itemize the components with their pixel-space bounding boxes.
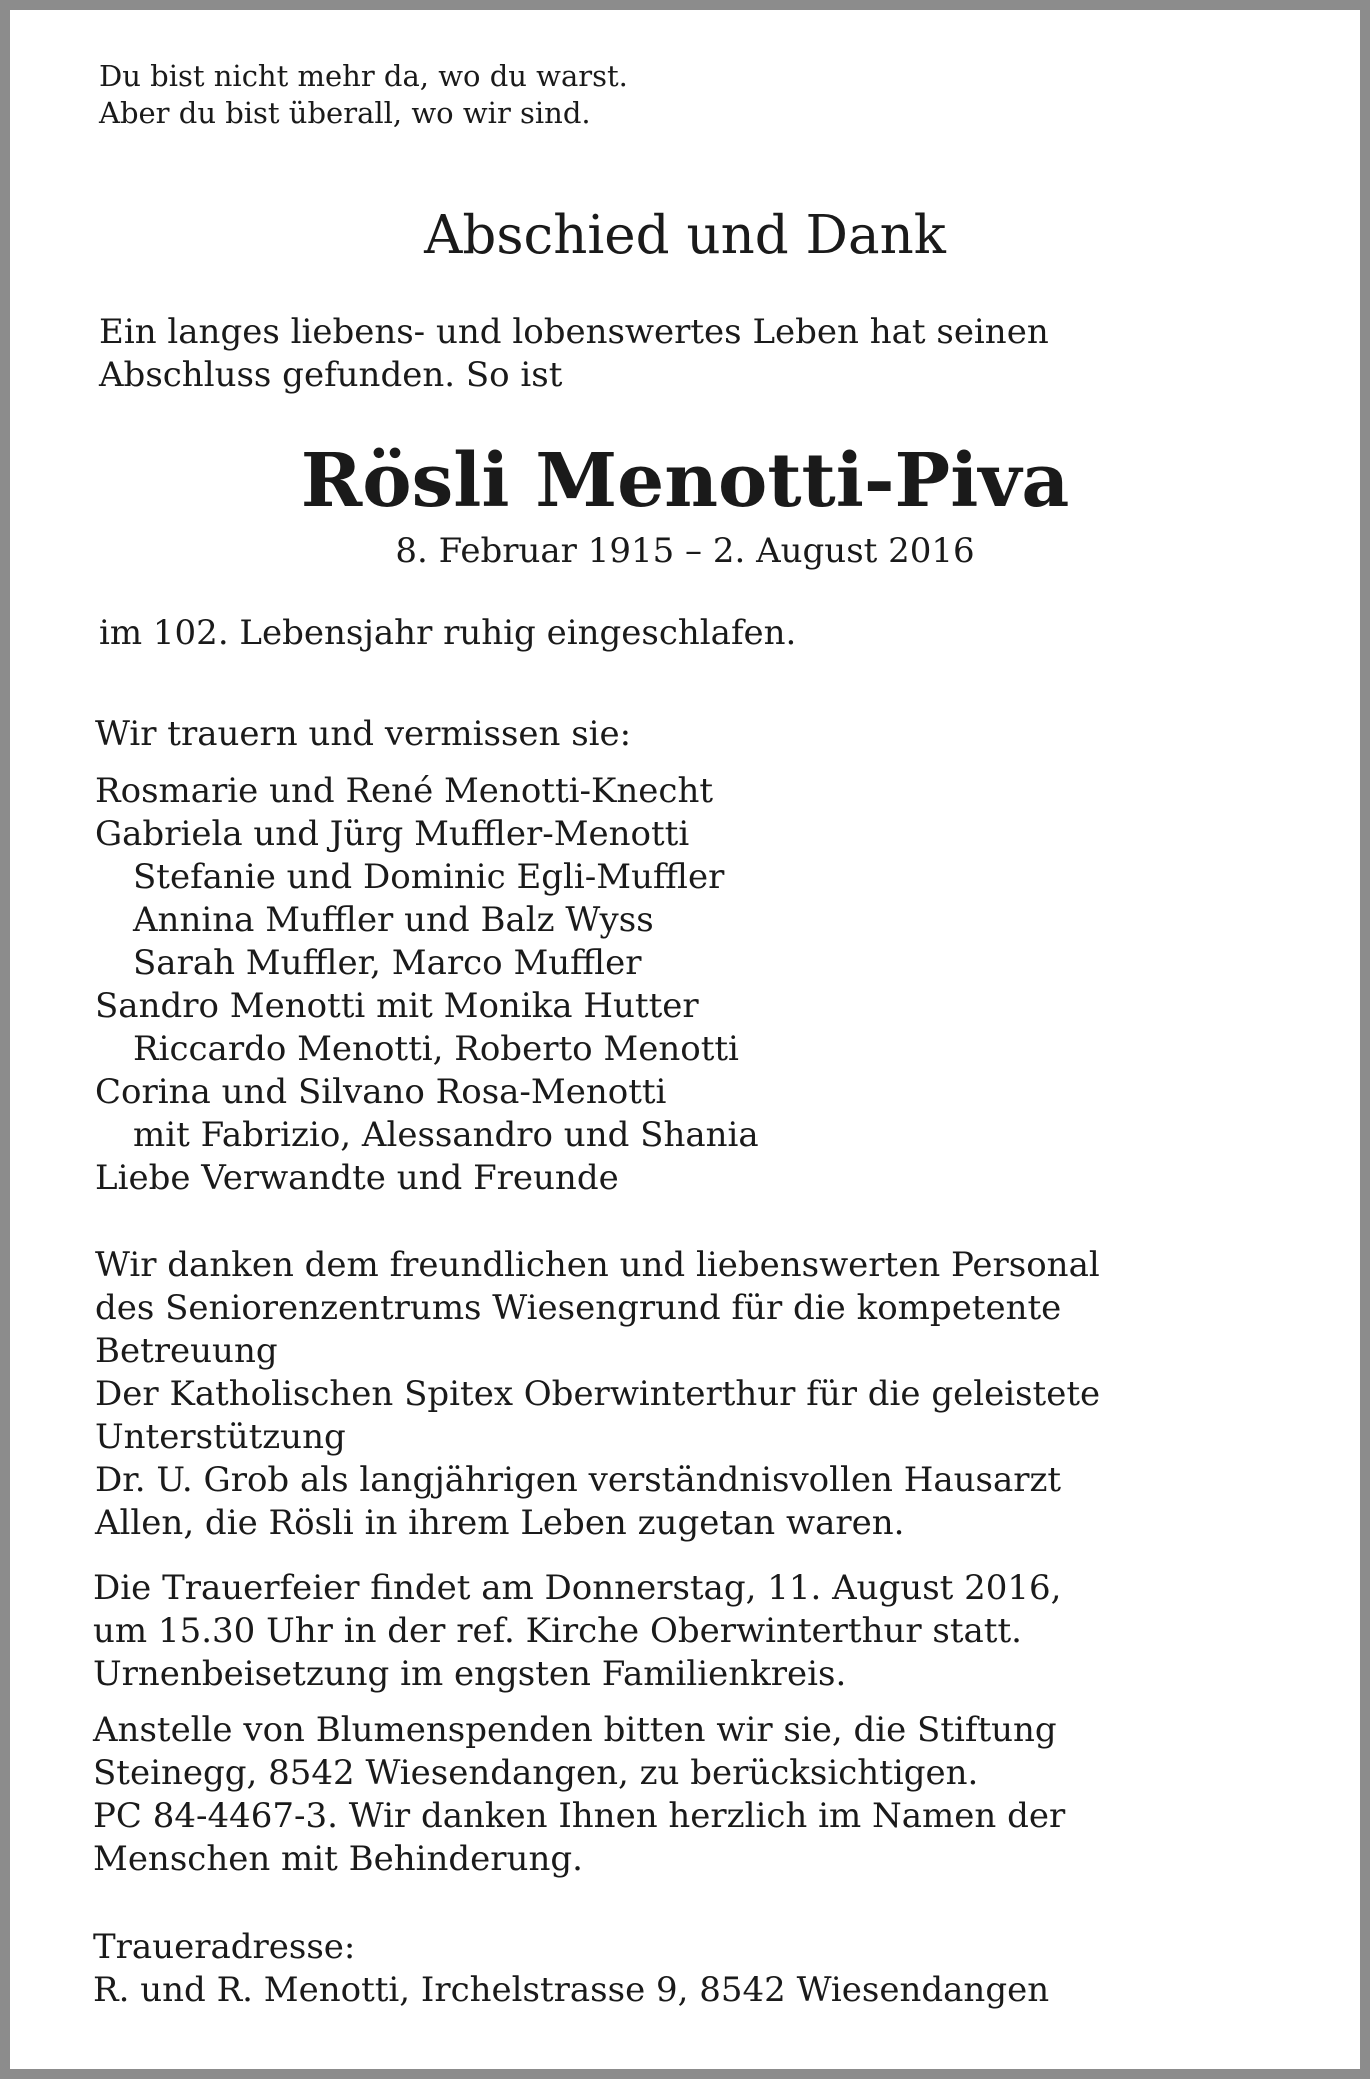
address-value: R. und R. Menotti, Irchelstrasse 9, 8542 Wiesendangen <box>93 1970 1050 2010</box>
mourner-entry: Sarah Muffler, Marco Muffler <box>133 943 642 983</box>
mourner-entry: Stefanie und Dominic Egli-Muffler <box>133 857 725 897</box>
intro-text <box>0 311 1049 397</box>
thanks-text <box>0 1244 1100 1545</box>
intro-line: Ein langes liebens- und lobenswertes Leben hat seinen <box>99 312 1049 352</box>
thanks-line: des Seniorenzentrums Wiesengrund für die kompetente <box>95 1288 1062 1328</box>
mourner-entry: mit Fabrizio, Alessandro und Shania <box>133 1115 759 1155</box>
ceremony-line: Urnenbeisetzung im engsten Familienkreis. <box>93 1654 847 1694</box>
thanks-line: Betreuung <box>95 1331 278 1371</box>
ceremony-text <box>0 1567 1061 1696</box>
donation-line: PC 84-4467-3. Wir danken Ihnen herzlich im Namen der <box>93 1796 1066 1836</box>
notice-heading: Abschied und Dank <box>424 205 946 266</box>
thanks-line: Dr. U. Grob als langjährigen verständnisvollen Hausarzt <box>95 1460 1062 1500</box>
mourner-entry: Liebe Verwandte und Freunde <box>95 1158 619 1198</box>
mourner-entry: Rosmarie und René Menotti-Knecht <box>95 771 714 811</box>
mourner-entry: Riccardo Menotti, Roberto Menotti <box>133 1029 739 1069</box>
motto-line: Aber du bist überall, wo wir sind. <box>99 96 591 130</box>
thanks-line: Allen, die Rösli in ihrem Leben zugetan waren. <box>95 1503 905 1543</box>
mourner-entry: Corina und Silvano Rosa-Menotti <box>95 1072 667 1112</box>
mourners-list <box>0 770 759 1200</box>
ceremony-line: um 15.30 Uhr in der ref. Kirche Oberwinterthur statt. <box>93 1611 1022 1651</box>
address-block <box>0 1926 1049 2012</box>
life-dates: 8. Februar 1915 – 2. August 2016 <box>395 531 975 571</box>
donation-text <box>0 1709 1065 1881</box>
thanks-line: Wir danken dem freundlichen und liebenswerten Personal <box>95 1245 1100 1285</box>
intro-line: Abschluss gefunden. So ist <box>99 355 563 395</box>
motto <box>0 58 628 132</box>
deceased-name: Rösli Menotti-Piva <box>300 438 1070 524</box>
mourner-entry: Sandro Menotti mit Monika Hutter <box>95 986 699 1026</box>
donation-line: Steinegg, 8542 Wiesendangen, zu berücksichtigen. <box>93 1753 979 1793</box>
donation-line: Menschen mit Behinderung. <box>93 1839 583 1879</box>
ceremony-line: Die Trauerfeier findet am Donnerstag, 11. August 2016, <box>93 1568 1062 1608</box>
address-label: Traueradresse: <box>93 1927 356 1967</box>
motto-line: Du bist nicht mehr da, wo du warst. <box>99 59 628 93</box>
thanks-line: Unterstützung <box>95 1417 346 1457</box>
age-line: im 102. Lebensjahr ruhig eingeschlafen. <box>99 613 797 653</box>
mourner-entry: Annina Muffler und Balz Wyss <box>133 900 654 940</box>
mourners-intro: Wir trauern und vermissen sie: <box>95 714 632 754</box>
donation-line: Anstelle von Blumenspenden bitten wir sie, die Stiftung <box>93 1710 1057 1750</box>
thanks-line: Der Katholischen Spitex Oberwinterthur für die geleistete <box>95 1374 1101 1414</box>
mourner-entry: Gabriela und Jürg Muffler-Menotti <box>95 814 690 854</box>
